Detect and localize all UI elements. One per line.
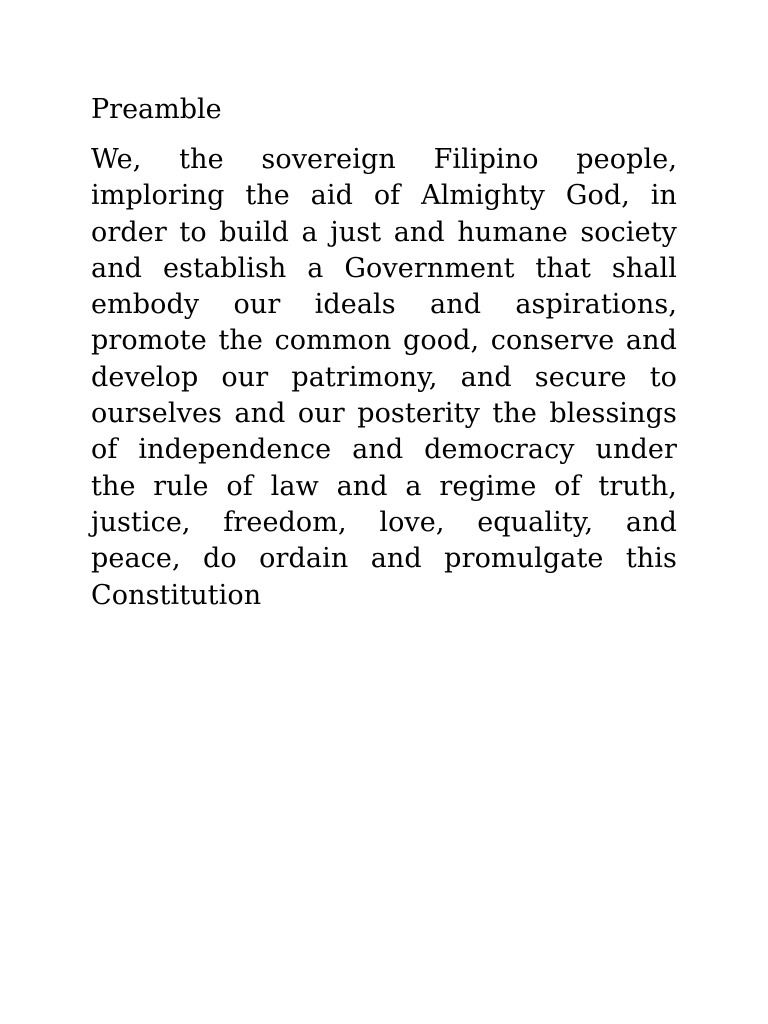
- document-body-paragraph: We, the sovereign Filipino people, imploring the aid of Almighty God, in order to build a just and humane society and establish a Government that shall embody our ideals and aspirations, promote the common good, conserve and develop our patrimony, and secure to ourselves and our posterity the blessings of independence and democracy under the rule of law and a regime of truth, justice, freedom, love, equality, and peace, do ordain and promulgate this Constitution: [91, 144, 677, 611]
- document-content: [91, 92, 677, 614]
- document-heading: Preamble: [91, 94, 222, 125]
